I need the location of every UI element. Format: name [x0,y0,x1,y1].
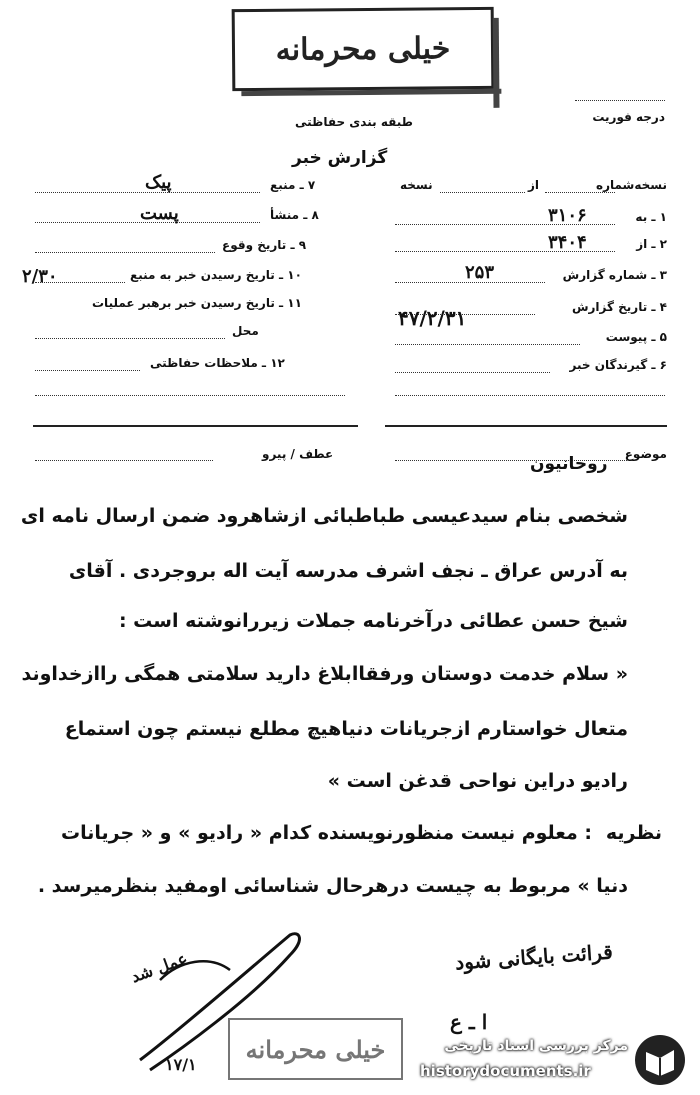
left-signature-note: عمل شد [128,948,190,987]
field-8-value: پست [140,203,179,224]
note-label: نظریه [605,822,662,844]
bottom-stamp-text: خیلی محرمانه [245,1034,386,1064]
field-4-label: ۴ ـ تاریخ گزارش [571,300,667,314]
from-dots [440,192,525,193]
field-9-dots [35,252,215,253]
field-12-dots [35,370,140,371]
bottom-classification-stamp [228,1018,403,1080]
copy-suffix-label: نسخه [400,178,433,192]
field-2-value: ۳۴۰۴ [548,232,587,253]
field-10-label: ۱۰ ـ تاریخ رسیدن خبر به منبع [130,268,302,282]
right-signature-initials: ا ـ ع [450,1010,488,1034]
body-line-2: به آدرس عراق ـ نجف اشرف مدرسه آیت اله بروجردی . آقای [68,560,628,582]
separator-right [385,425,667,427]
field-8-label: ۸ ـ منشأ [270,208,319,222]
field-9-label: ۹ ـ تاریخ وقوع [222,238,307,252]
body-line-4: « سلام خدمت دوستان ورفقاابلاغ دارید سلامتی همگی راازخداوند [21,663,628,685]
field-6-dots-2 [395,395,665,396]
note-line-1: : معلوم نیست منظورنویسنده کدام « رادیو » و « جریانات [61,822,592,844]
field-1-label: ۱ ـ به [635,210,667,224]
field-7-value: پیک [145,172,172,193]
document-title: گزارش خبر [292,148,388,168]
subject-value: روحانیون [530,454,608,474]
field-7-label: ۷ ـ منبع [270,178,316,192]
watermark [418,1032,688,1088]
field-3-value: ۲۵۳ [465,262,495,283]
top-classification-stamp [232,7,495,91]
field-3-label: ۳ ـ شماره گزارش [562,268,667,282]
reference-dots [35,460,213,461]
field-1-value: ۳۱۰۶ [548,205,587,226]
field-12-label: ۱۲ ـ ملاحظات حفاظتی [150,356,285,370]
field-11-label: ۱۱ ـ تاریخ رسیدن خبر برهبر عملیات [92,296,302,310]
field-6-dots [395,372,550,373]
field-12-dots-2 [35,395,345,396]
classification-label: طبقه بندی حفاظتی [295,115,413,129]
priority-label: درجه فوریت [592,110,665,124]
body-line-5: متعال خواستارم ازجریانات دنیاهیچ مطلع نیستم چون استماع [64,718,628,740]
field-6-label: ۶ ـ گیرندگان خبر [569,358,667,372]
subject-label: موضوع [624,447,667,461]
copy-number-label: نسخه‌شماره [596,178,667,192]
field-11-place-label: محل [232,324,259,338]
field-10-value: ۲/۳۰ [22,266,58,287]
field-11-dots [35,338,225,339]
field-5-dots [395,344,580,345]
book-logo-icon [632,1032,688,1088]
field-5-label: ۵ ـ پیوست [605,330,667,344]
note-line-2: دنیا » مربوط به چیست درهرحال شناسائی اومفید بنظرمیرسد . [37,875,628,897]
reference-label: عطف / پیرو [262,447,334,461]
watermark-title: مرکز بررسی اسناد تاریخی [444,1038,628,1054]
watermark-url: historydocuments.ir [420,1062,591,1080]
copy-number-dots [545,192,615,193]
priority-line [575,100,665,101]
field-2-label: ۲ ـ از [636,237,667,251]
body-line-6: رادیو دراین نواحی قدغن است » [327,770,628,792]
separator-left [33,425,358,427]
from-label: از [528,178,540,192]
stamp-text: خیلی محرمانه [275,30,451,68]
body-line-3: شیخ حسن عطائی درآخرنامه جملات زیررانوشته است : [118,610,628,632]
field-4-value: ۴۷/۲/۳۱ [398,306,467,330]
left-signature-date: ۱۷/۱ [165,1055,197,1074]
right-signature-note: قرائت بایگانی شود [454,939,614,975]
body-line-1: شخصی بنام سیدعیسی طباطبائی ازشاهرود ضمن ارسال نامه ای [20,505,628,527]
